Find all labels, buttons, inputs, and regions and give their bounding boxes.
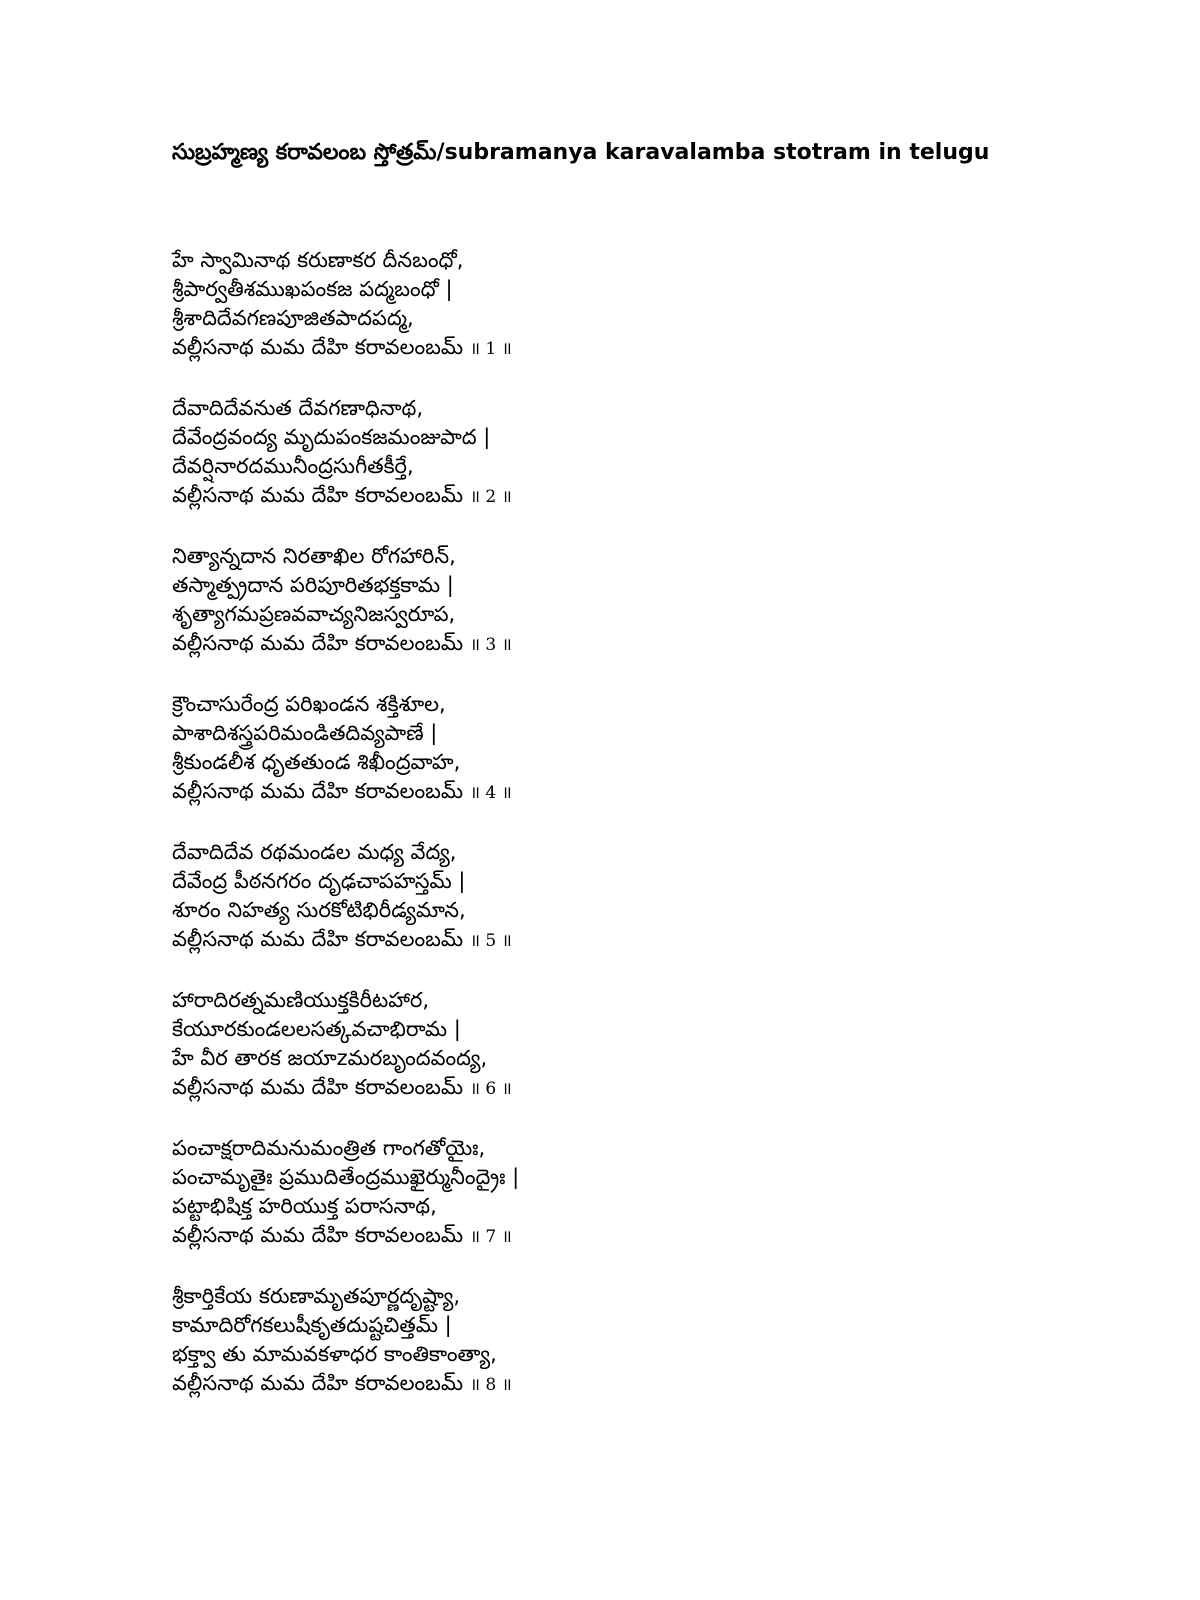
refrain-text: వల్లీసనాథ మమ దేహి కరావలంబమ్	[172, 335, 464, 359]
verse-refrain-line	[172, 1073, 1152, 1102]
verse-line: కామాదిరోగకలుషీకృతదుష్టచిత్తమ్ |	[172, 1313, 452, 1337]
refrain-text: వల్లీసనాథ మమ దేహి కరావలంబమ్	[172, 927, 464, 951]
verse-line: పాశాదిశస్త్రపరిమండితదివ్యపాణే |	[172, 721, 438, 745]
verse-number: ॥ 3 ॥	[469, 635, 512, 655]
refrain-text: వల్లీసనాథ మమ దేహి కరావలంబమ్	[172, 631, 464, 655]
verse-number: ॥ 7 ॥	[469, 1227, 512, 1247]
verse-line: నిత్యాన్నదాన నిరతాఖిల రోగహారిన్,	[172, 544, 456, 568]
verse-line: భక్త్వా తు మామవకళాధర కాంతికాంత్యా,	[172, 1342, 497, 1366]
verse-line: పట్టాభిషిక్త హరియుక్త పరాసనాథ,	[172, 1194, 437, 1218]
verse-4	[172, 690, 1152, 838]
verse-line: శూరం నిహత్య సురకోటిభిరీడ్యమాన,	[172, 898, 466, 922]
verse-line: తస్మాత్ప్రదాన పరిపూరితభక్తకామ |	[172, 573, 454, 597]
refrain-text: వల్లీసనాథ మమ దేహి కరావలంబమ్	[172, 1223, 464, 1247]
verse-line: శ్రీపార్వతీశముఖపంకజ పద్మబంధో |	[172, 277, 453, 301]
verse-line: శ్రీశాదిదేవగణపూజితపాదపద్మ,	[172, 306, 414, 330]
verse-number: ॥ 8 ॥	[469, 1375, 512, 1395]
verse-line: పంచాక్షరాదిమనుమంత్రిత గాంగతోయైః,	[172, 1136, 486, 1160]
verse-refrain-line	[172, 333, 1152, 362]
verse-line: హారాదిరత్నమణియుక్తకిరీటహార,	[172, 988, 430, 1012]
verse-line: పంచామృతైః ప్రముదితేంద్రముఖైర్మునీంద్రైః |	[172, 1165, 520, 1189]
verse-line: కేయూరకుండలలసత్కవచాభిరామ |	[172, 1017, 461, 1041]
refrain-text: వల్లీసనాథ మమ దేహి కరావలంబమ్	[172, 483, 464, 507]
verse-line: శృత్యాగమప్రణవవాచ్యనిజస్వరూప,	[172, 602, 456, 626]
verse-1	[172, 246, 1152, 394]
verse-number: ॥ 6 ॥	[469, 1079, 512, 1099]
verse-line: దేవర్షినారదమునీంద్రసుగీతకీర్తే,	[172, 454, 414, 478]
verse-6	[172, 986, 1152, 1134]
verse-refrain-line	[172, 481, 1152, 510]
refrain-text: వల్లీసనాథ మమ దేహి కరావలంబమ్	[172, 1371, 464, 1395]
verse-3	[172, 542, 1152, 690]
verse-number: ॥ 5 ॥	[469, 931, 512, 951]
verse-8	[172, 1282, 1152, 1430]
verse-7	[172, 1134, 1152, 1282]
verse-list	[172, 246, 1152, 1430]
verse-refrain-line	[172, 629, 1152, 658]
verse-line: దేవేంద్ర పీఠనగరం దృఢచాపహస్తమ్ |	[172, 869, 466, 893]
verse-line: దేవాదిదేవనుత దేవగణాధినాథ,	[172, 396, 424, 420]
verse-refrain-line	[172, 1221, 1152, 1250]
verse-number: ॥ 4 ॥	[469, 783, 512, 803]
verse-refrain-line	[172, 1369, 1152, 1398]
refrain-text: వల్లీసనాథ మమ దేహి కరావలంబమ్	[172, 779, 464, 803]
document-title: సుబ్రహ్మణ్య కరావలంబ స్తోత్రమ్/subramanya karavalamba stotram in telugu	[172, 140, 990, 165]
verse-number: ॥ 1 ॥	[469, 339, 512, 359]
verse-line: హే వీర తారక జయాzమరబృందవంద్య,	[172, 1046, 488, 1070]
verse-2	[172, 394, 1152, 542]
verse-line: హే స్వామినాథ కరుణాకర దీనబంధో,	[172, 248, 464, 272]
verse-5	[172, 838, 1152, 986]
verse-number: ॥ 2 ॥	[469, 487, 512, 507]
verse-line: దేవేంద్రవంద్య మృదుపంకజమంజుపాద |	[172, 425, 491, 449]
verse-refrain-line	[172, 925, 1152, 954]
verse-line: క్రౌంచాసురేంద్ర పరిఖండన శక్తిశూల,	[172, 692, 446, 716]
verse-refrain-line	[172, 777, 1152, 806]
refrain-text: వల్లీసనాథ మమ దేహి కరావలంబమ్	[172, 1075, 464, 1099]
verse-line: శ్రీకుండలీశ ధృతతుండ శిఖీంద్రవాహ,	[172, 750, 461, 774]
verse-line: శ్రీకార్తికేయ కరుణామృతపూర్ణదృష్ట్యా,	[172, 1284, 461, 1308]
verse-line: దేవాదిదేవ రథమండల మధ్య వేద్య,	[172, 840, 457, 864]
